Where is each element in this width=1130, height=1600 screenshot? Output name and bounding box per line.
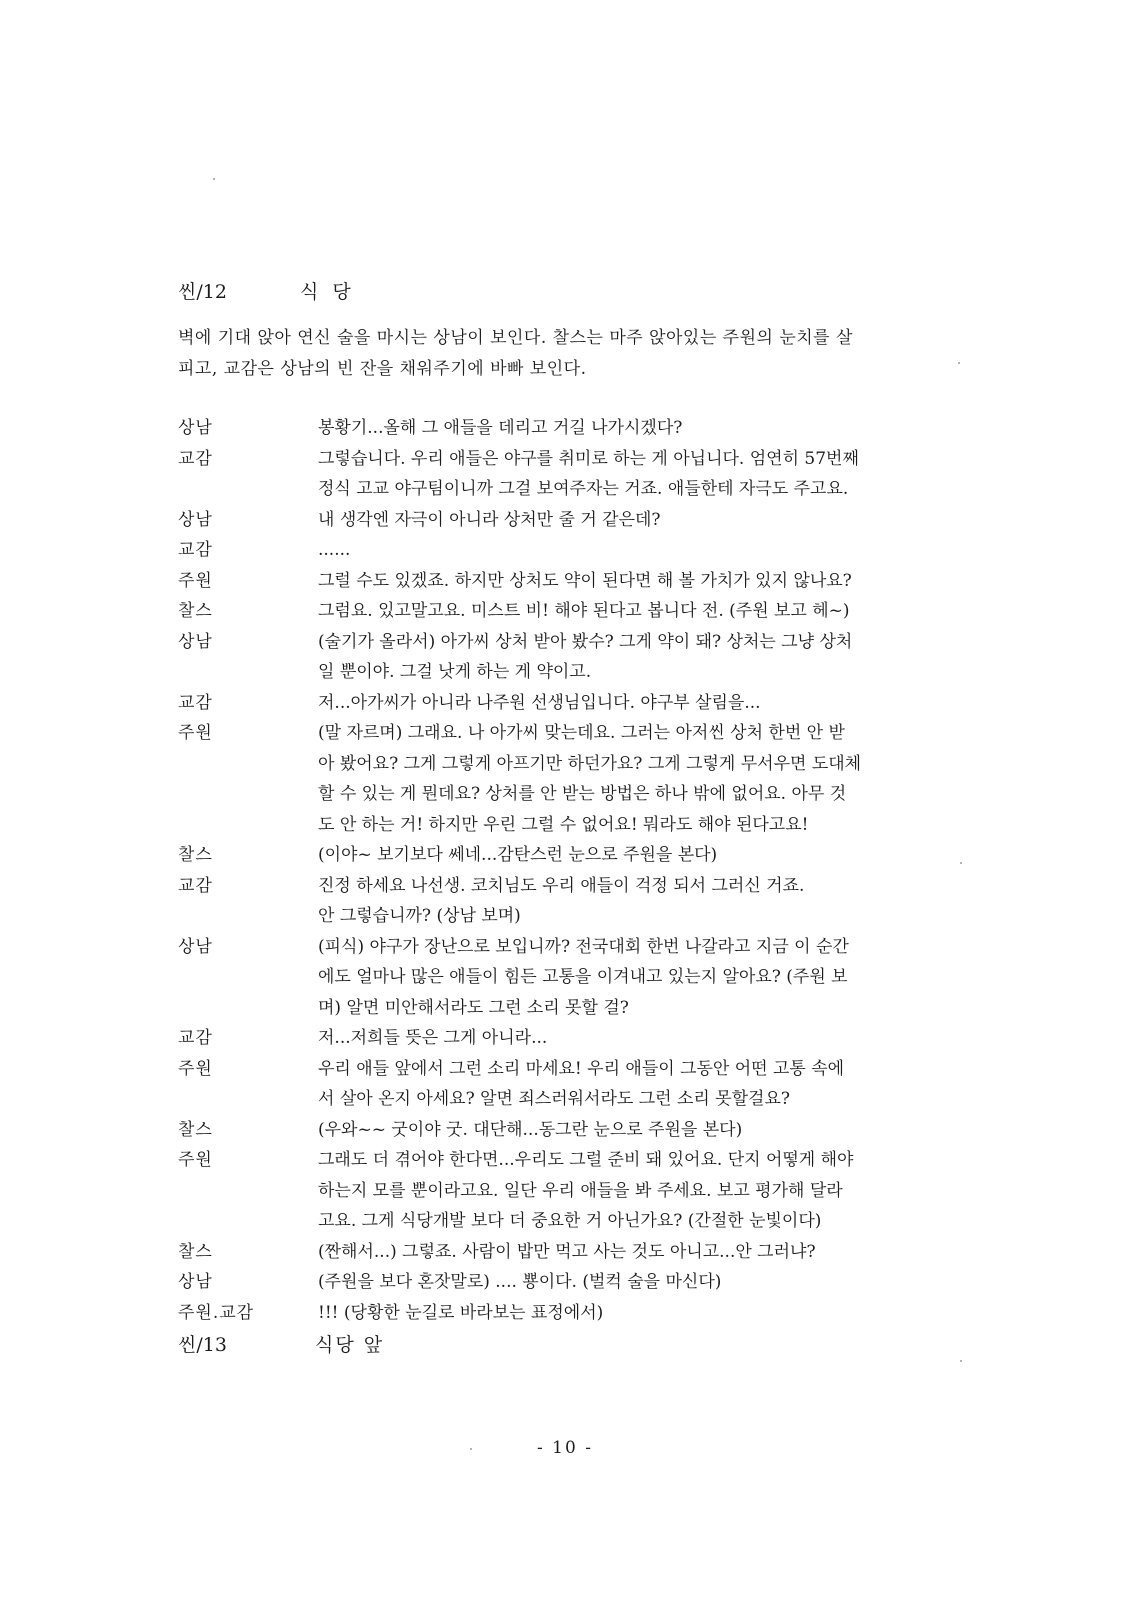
speech-text	[318, 1054, 948, 1115]
speaker-name: 상남	[178, 936, 213, 957]
speech-line: 안 그렇습니까? (상남 보며)	[318, 906, 521, 926]
speaker-name: 주원	[178, 570, 213, 591]
speech-text	[318, 1145, 948, 1237]
dialogue-row	[178, 932, 948, 1024]
dialogue-row	[178, 688, 948, 719]
speech-line: 하는지 모를 뿐이라고요. 일단 우리 애들을 봐 주세요. 보고 평가해 달라	[318, 1180, 843, 1201]
speech-line: 서 살아 온지 아세요? 알면 죄스러워서라도 그런 소리 못할걸요?	[318, 1089, 791, 1109]
speech-text	[318, 566, 948, 597]
speech-line: ......	[318, 540, 351, 560]
speech-line: 그렇습니다. 우리 애들은 야구를 취미로 하는 게 아닙니다. 엄연히 57번째	[318, 448, 859, 469]
speech-text	[318, 535, 948, 566]
speech-line: (짠해서...) 그렇죠. 사람이 밥만 먹고 사는 것도 아니고...안 그러냐?	[318, 1241, 816, 1262]
dialogue-row	[178, 1115, 948, 1146]
speaker-name: 찰스	[178, 1119, 213, 1140]
speech-text	[318, 1023, 948, 1054]
speech-line: 그래도 더 겪어야 한다면...우리도 그럴 준비 돼 있어요. 단지 어떻게 해야	[318, 1150, 854, 1170]
dialogue-row	[178, 596, 948, 627]
speech-text	[318, 840, 948, 871]
scene-location: 식 당	[300, 281, 355, 303]
speech-text	[318, 413, 948, 444]
speech-line: 저...저희들 뜻은 그게 아니라...	[318, 1028, 548, 1048]
speech-text	[318, 1267, 948, 1298]
scan-speck	[960, 1360, 962, 1362]
speech-line: (이야~ 보기보다 쎄네...감탄스런 눈으로 주원을 본다)	[318, 845, 718, 865]
stage-direction	[178, 323, 940, 385]
speaker-name: 찰스	[178, 1241, 213, 1262]
speaker-name: 교감	[178, 448, 213, 469]
speech-text	[318, 932, 948, 1024]
speech-line: (우와~~ 굿이야 굿. 대단해...동그란 눈으로 주원을 본다)	[318, 1119, 743, 1140]
speaker-name: 주원	[178, 723, 213, 743]
speech-line: 진정 하세요 나선생. 코치님도 우리 애들이 걱정 되서 그러신 거죠.	[318, 875, 805, 896]
speech-text	[318, 688, 948, 719]
stage-direction-line: 피고, 교감은 상남의 빈 잔을 채워주기에 바빠 보인다.	[178, 359, 587, 379]
speech-text	[318, 505, 948, 536]
scan-speck	[958, 362, 960, 364]
stage-direction-line: 벽에 기대 앉아 연신 술을 마시는 상남이 보인다. 찰스는 마주 앉아있는 주원의 눈치를 살	[178, 328, 853, 348]
page-number: - 10 -	[537, 1438, 593, 1458]
speech-line: 일 뿐이야. 그걸 낫게 하는 게 약이고.	[318, 662, 592, 682]
speech-line: (주원을 보다 혼잣말로) .... 뿅이다. (벌컥 술을 마신다)	[318, 1272, 722, 1292]
speech-line: 도 안 하는 거! 하지만 우린 그럴 수 없어요! 뭐라도 해야 된다고요!	[318, 814, 809, 835]
speech-text	[318, 627, 948, 688]
speech-line: 정식 고교 야구팀이니까 그걸 보여주자는 거죠. 애들한테 자극도 주고요.	[318, 479, 849, 499]
dialogue-row	[178, 1298, 948, 1329]
speaker-name: 교감	[178, 1028, 213, 1048]
speaker-name: 찰스	[178, 601, 213, 621]
speech-line: 봉황기...올해 그 애들을 데리고 거길 나가시겠다?	[318, 418, 683, 438]
scan-speck	[213, 178, 215, 180]
speech-line: 그럼요. 있고말고요. 미스트 비! 해야 된다고 봅니다 전. (주원 보고 헤~)	[318, 601, 850, 621]
dialogue-row	[178, 718, 948, 840]
dialogue-row	[178, 535, 948, 566]
scene-number: 씬/12	[178, 281, 227, 303]
speech-line: 내 생각엔 자극이 아니라 상처만 줄 거 같은데?	[318, 509, 661, 530]
speech-line: 며) 알면 미안해서라도 그런 소리 못할 걸?	[318, 997, 629, 1018]
speaker-name: 교감	[178, 692, 213, 713]
scan-speck	[470, 1448, 472, 1450]
dialogue-row	[178, 1237, 948, 1268]
speech-line: !!! (당황한 눈길로 바라보는 표정에서)	[318, 1302, 604, 1323]
speech-line: 고요. 그게 식당개발 보다 더 중요한 거 아닌가요? (간절한 눈빛이다)	[318, 1211, 822, 1231]
speech-line: (피식) 야구가 장난으로 보입니까? 전국대회 한번 나갈라고 지금 이 순간	[318, 936, 849, 957]
speaker-name: 상남	[178, 509, 213, 530]
dialogue-row	[178, 1054, 948, 1115]
dialogue-row	[178, 444, 948, 505]
speaker-name: 교감	[178, 540, 213, 560]
speech-text	[318, 718, 948, 840]
speaker-name: 주원.교감	[178, 1302, 255, 1323]
dialogue-row	[178, 1023, 948, 1054]
speaker-name: 상남	[178, 418, 213, 438]
speech-line: 아 봤어요? 그게 그렇게 아프기만 하던가요? 그게 그렇게 무서우면 도대체	[318, 753, 862, 774]
speaker-name: 교감	[178, 875, 213, 896]
speech-line: 우리 애들 앞에서 그런 소리 마세요! 우리 애들이 그동안 어떤 고통 속에	[318, 1058, 845, 1079]
dialogue-row	[178, 413, 948, 444]
speech-text	[318, 871, 948, 932]
speech-text	[318, 1237, 948, 1268]
speech-line: 할 수 있는 게 뭔데요? 상처를 안 받는 방법은 하나 밖에 없어요. 아무 것	[318, 784, 847, 804]
speech-text	[318, 444, 948, 505]
speech-line: 에도 얼마나 많은 애들이 힘든 고통을 이겨내고 있는지 알아요? (주원 보	[318, 967, 848, 987]
dialogue-row	[178, 505, 948, 536]
dialogue-row	[178, 566, 948, 597]
speaker-name: 상남	[178, 631, 213, 652]
scan-speck	[960, 862, 962, 864]
speech-line: 그럴 수도 있겠죠. 하지만 상처도 약이 된다면 해 볼 가치가 있지 않나요?	[318, 570, 852, 591]
speech-text	[318, 1298, 948, 1329]
speaker-name: 상남	[178, 1272, 213, 1292]
speech-text	[318, 1115, 948, 1146]
dialogue-row	[178, 627, 948, 688]
speech-line: 저...아가씨가 아니라 나주원 선생님입니다. 야구부 살림을...	[318, 692, 761, 713]
dialogue-block	[178, 413, 948, 1328]
scene-number: 씬/13	[178, 1334, 227, 1356]
dialogue-row	[178, 1145, 948, 1237]
dialogue-row	[178, 1267, 948, 1298]
speech-line: (말 자르며) 그래요. 나 아가씨 맞는데요. 그러는 아저씬 상처 한번 안 받	[318, 723, 845, 743]
speaker-name: 주원	[178, 1150, 213, 1170]
scene-location: 식당 앞	[315, 1334, 385, 1356]
speech-line: (술기가 올라서) 아가씨 상처 받아 봤수? 그게 약이 돼? 상처는 그냥 상처	[318, 631, 853, 652]
speaker-name: 주원	[178, 1058, 213, 1079]
speaker-name: 찰스	[178, 845, 213, 865]
dialogue-row	[178, 840, 948, 871]
speech-text	[318, 596, 948, 627]
dialogue-row	[178, 871, 948, 932]
